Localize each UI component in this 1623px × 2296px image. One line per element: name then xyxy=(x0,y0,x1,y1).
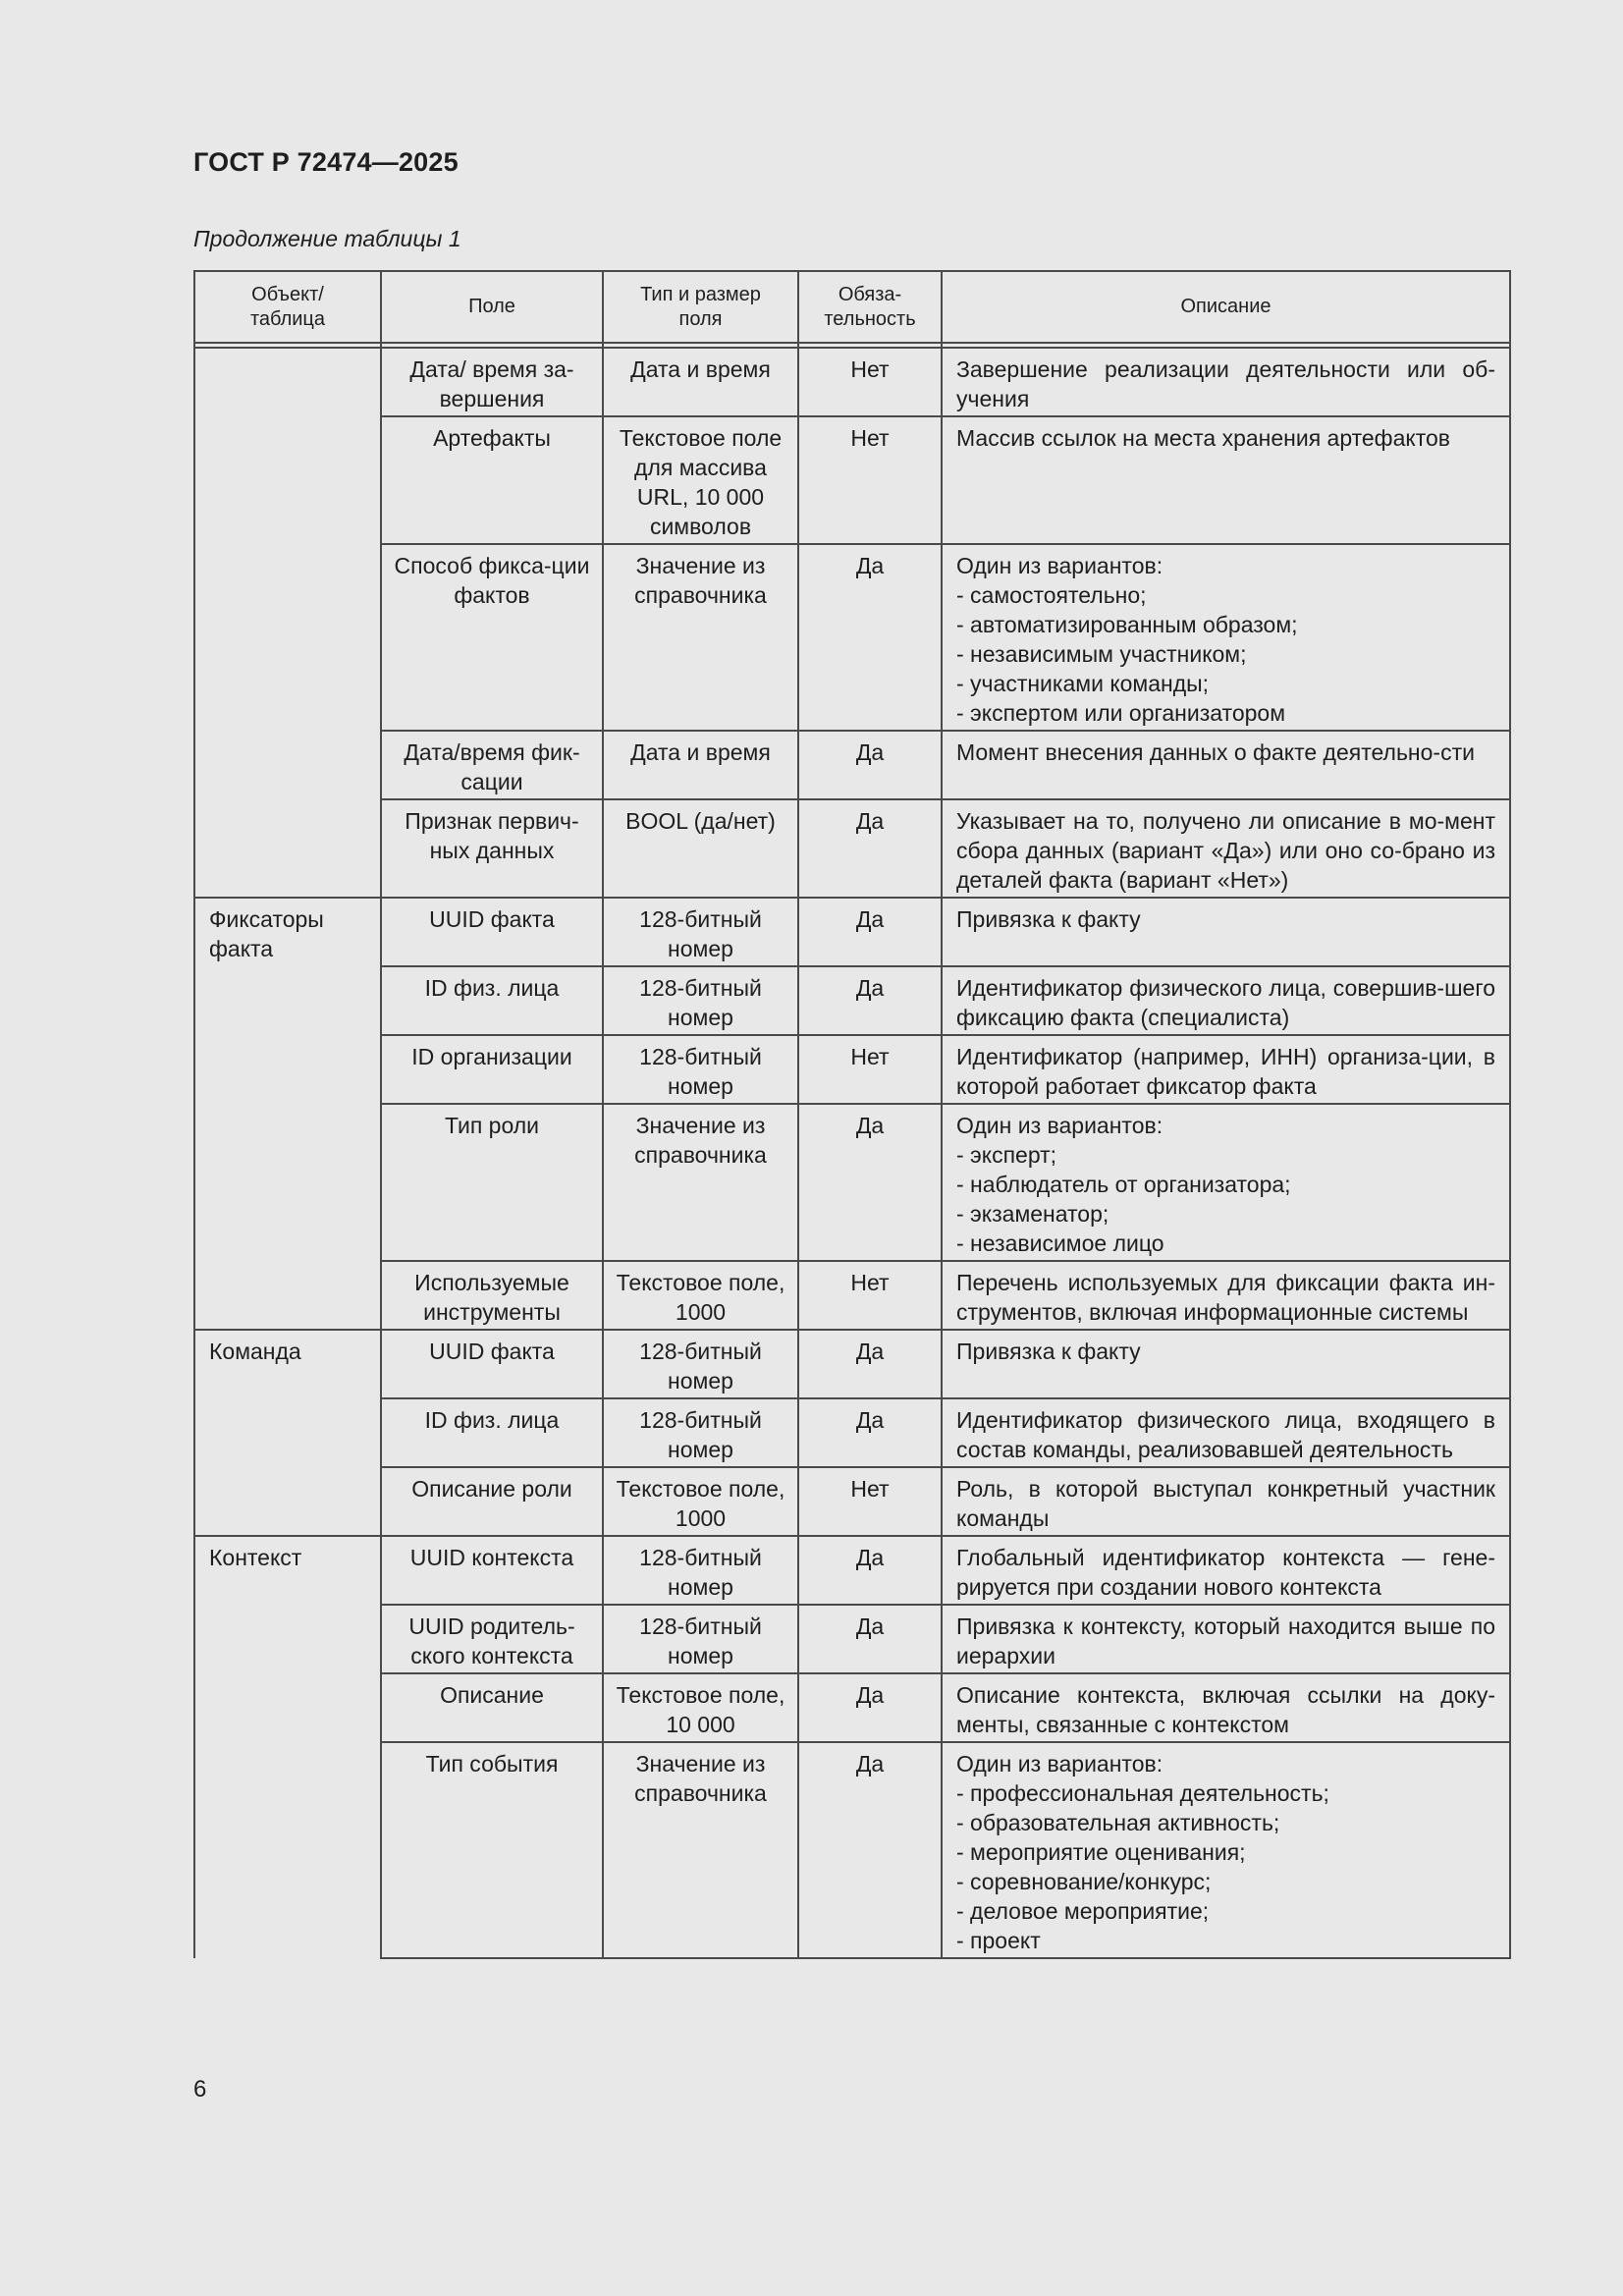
cell-description xyxy=(942,1104,1510,1261)
cell-field: ID организации xyxy=(381,1035,603,1104)
description-line: - экспертом или организатором xyxy=(956,700,1286,726)
cell-type: Текстовое поле для массива URL, 10 000 символов xyxy=(603,416,798,544)
description-line: - самостоятельно; xyxy=(956,582,1147,608)
cell-description: Идентификатор физического лица, входящего в состав команды, реализовавшей деятельность xyxy=(942,1398,1510,1467)
table-row xyxy=(194,731,1510,799)
cell-field: ID физ. лица xyxy=(381,1398,603,1467)
page-number: 6 xyxy=(193,2076,207,2103)
cell-description xyxy=(942,544,1510,731)
cell-object: Команда xyxy=(194,1330,381,1536)
table-body xyxy=(194,343,1510,1958)
cell-field: Тип роли xyxy=(381,1104,603,1261)
table-row xyxy=(194,1605,1510,1673)
table-row xyxy=(194,898,1510,966)
cell-type: Значение из справочника xyxy=(603,1742,798,1958)
cell-required: Нет xyxy=(798,1035,942,1104)
cell-field: Дата/время фик-сации xyxy=(381,731,603,799)
cell-type: 128-битный номер xyxy=(603,898,798,966)
cell-type: 128-битный номер xyxy=(603,966,798,1035)
table-row xyxy=(194,966,1510,1035)
document-title: ГОСТ Р 72474—2025 xyxy=(193,147,459,177)
table-row xyxy=(194,1035,1510,1104)
cell-type: Значение из справочника xyxy=(603,544,798,731)
cell-object xyxy=(194,348,381,898)
table-row xyxy=(194,1104,1510,1261)
cell-field: Используемые инструменты xyxy=(381,1261,603,1330)
cell-type: Текстовое поле, 1000 xyxy=(603,1261,798,1330)
description-line: - эксперт; xyxy=(956,1142,1057,1168)
cell-description: Глобальный идентификатор контекста — гене-рируется при создании нового контекста xyxy=(942,1536,1510,1605)
table-row xyxy=(194,799,1510,898)
description-line: Один из вариантов: xyxy=(956,1751,1163,1777)
table-row xyxy=(194,348,1510,416)
cell-type: Дата и время xyxy=(603,348,798,416)
cell-object: Фиксаторы факта xyxy=(194,898,381,1330)
cell-required: Да xyxy=(798,966,942,1035)
cell-field: Тип события xyxy=(381,1742,603,1958)
cell-object: Контекст xyxy=(194,1536,381,1958)
cell-type: 128-битный номер xyxy=(603,1605,798,1673)
table-caption: Продолжение таблицы 1 xyxy=(193,226,461,251)
cell-description: Массив ссылок на места хранения артефактов xyxy=(942,416,1510,544)
table-row xyxy=(194,416,1510,544)
cell-type: 128-битный номер xyxy=(603,1330,798,1398)
cell-field: UUID факта xyxy=(381,898,603,966)
header-required xyxy=(798,271,942,343)
description-line: Один из вариантов: xyxy=(956,1113,1163,1138)
description-line: - проект xyxy=(956,1928,1041,1953)
header-description: Описание xyxy=(942,271,1510,343)
description-line: - соревнование/конкурс; xyxy=(956,1869,1212,1894)
header-field: Поле xyxy=(381,271,603,343)
cell-required: Да xyxy=(798,1330,942,1398)
cell-required: Да xyxy=(798,1742,942,1958)
table-row xyxy=(194,1398,1510,1467)
cell-field: ID физ. лица xyxy=(381,966,603,1035)
description-line: - мероприятие оценивания; xyxy=(956,1839,1246,1865)
description-line: - профессиональная деятельность; xyxy=(956,1780,1329,1806)
header-required-text: Обяза- тельность xyxy=(824,283,916,330)
cell-required: Да xyxy=(798,1398,942,1467)
description-line: - экзаменатор; xyxy=(956,1201,1109,1227)
table-header-row xyxy=(194,271,1510,343)
table-row xyxy=(194,1742,1510,1958)
description-line: - деловое мероприятие; xyxy=(956,1898,1210,1924)
cell-required: Да xyxy=(798,544,942,731)
cell-type: BOOL (да/нет) xyxy=(603,799,798,898)
header-type-text: Тип и размер поля xyxy=(640,283,761,330)
cell-required: Да xyxy=(798,1673,942,1742)
cell-required: Да xyxy=(798,799,942,898)
cell-description: Привязка к факту xyxy=(942,898,1510,966)
table-row xyxy=(194,1261,1510,1330)
cell-required: Да xyxy=(798,1104,942,1261)
data-table xyxy=(193,270,1511,1959)
table-row xyxy=(194,1673,1510,1742)
cell-field: Описание xyxy=(381,1673,603,1742)
table-row xyxy=(194,1467,1510,1536)
cell-description: Привязка к факту xyxy=(942,1330,1510,1398)
description-line: - образовательная активность; xyxy=(956,1810,1280,1835)
cell-type: Текстовое поле, 10 000 xyxy=(603,1673,798,1742)
cell-field: UUID родитель-ского контекста xyxy=(381,1605,603,1673)
cell-description: Указывает на то, получено ли описание в мо-мент сбора данных (вариант «Да») или оно со-брано из деталей факта (вариант «Нет») xyxy=(942,799,1510,898)
cell-required: Да xyxy=(798,1605,942,1673)
cell-type: 128-битный номер xyxy=(603,1398,798,1467)
description-line: - участниками команды; xyxy=(956,671,1210,696)
cell-field: Дата/ время за-вершения xyxy=(381,348,603,416)
cell-description: Идентификатор (например, ИНН) организа-ции, в которой работает фиксатор факта xyxy=(942,1035,1510,1104)
table-row xyxy=(194,1330,1510,1398)
description-line: - наблюдатель от организатора; xyxy=(956,1172,1291,1197)
cell-field: Артефакты xyxy=(381,416,603,544)
cell-description: Идентификатор физического лица, совершив-шего фиксацию факта (специалиста) xyxy=(942,966,1510,1035)
cell-description: Роль, в которой выступал конкретный участник команды xyxy=(942,1467,1510,1536)
cell-required: Да xyxy=(798,1536,942,1605)
cell-description xyxy=(942,1742,1510,1958)
cell-type: 128-битный номер xyxy=(603,1035,798,1104)
cell-field: Описание роли xyxy=(381,1467,603,1536)
table-row xyxy=(194,544,1510,731)
cell-field: UUID контекста xyxy=(381,1536,603,1605)
cell-required: Да xyxy=(798,898,942,966)
header-type xyxy=(603,271,798,343)
cell-required: Нет xyxy=(798,1261,942,1330)
cell-required: Нет xyxy=(798,1467,942,1536)
header-object-text: Объект/ таблица xyxy=(249,283,326,330)
table-row xyxy=(194,1536,1510,1605)
cell-type: Текстовое поле, 1000 xyxy=(603,1467,798,1536)
cell-description: Завершение реализации деятельности или об-учения xyxy=(942,348,1510,416)
description-line: - автоматизированным образом; xyxy=(956,612,1298,637)
cell-description: Момент внесения данных о факте деятельно-сти xyxy=(942,731,1510,799)
cell-type: 128-битный номер xyxy=(603,1536,798,1605)
cell-required: Да xyxy=(798,731,942,799)
description-line: - независимое лицо xyxy=(956,1230,1164,1256)
cell-type: Дата и время xyxy=(603,731,798,799)
cell-description: Описание контекста, включая ссылки на доку-менты, связанные с контекстом xyxy=(942,1673,1510,1742)
description-line: - независимым участником; xyxy=(956,641,1247,667)
cell-field: Признак первич-ных данных xyxy=(381,799,603,898)
cell-required: Нет xyxy=(798,416,942,544)
cell-field: Способ фикса-ции фактов xyxy=(381,544,603,731)
cell-field: UUID факта xyxy=(381,1330,603,1398)
cell-description: Перечень используемых для фиксации факта ин-струментов, включая информационные системы xyxy=(942,1261,1510,1330)
description-line: Один из вариантов: xyxy=(956,553,1163,578)
cell-type: Значение из справочника xyxy=(603,1104,798,1261)
header-object xyxy=(194,271,381,343)
cell-required: Нет xyxy=(798,348,942,416)
cell-description: Привязка к контексту, который находится выше по иерархии xyxy=(942,1605,1510,1673)
